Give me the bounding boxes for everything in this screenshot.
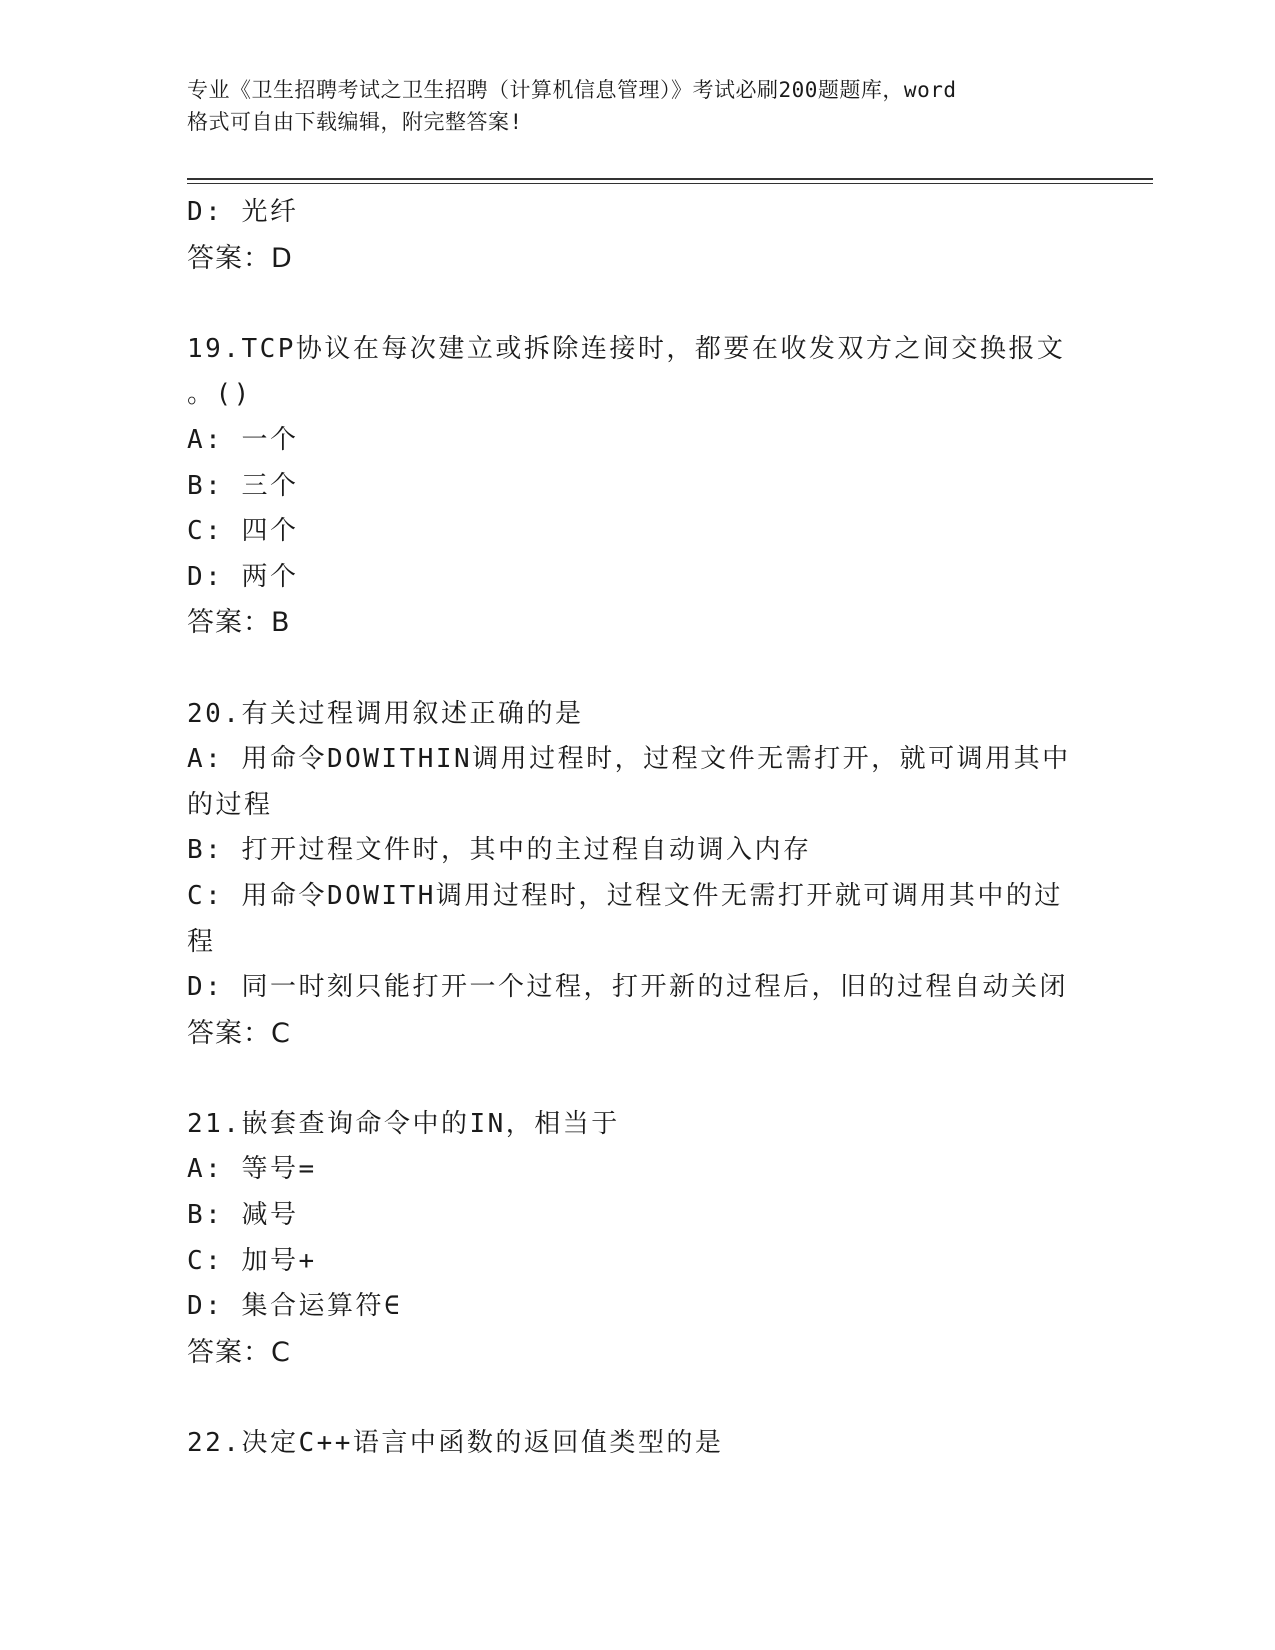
option-a: A: 等号= [187, 1154, 317, 1185]
question-stem: 20.有关过程调用叙述正确的是 [187, 698, 584, 729]
option-d: D: 集合运算符∈ [187, 1291, 403, 1322]
previous-question-tail [187, 190, 1087, 281]
question-stem: 22.决定C++语言中函数的返回值类型的是 [187, 1428, 724, 1459]
option-d: D: 两个 [187, 561, 299, 592]
option-b: B: 打开过程文件时，其中的主过程自动调入内存 [187, 835, 812, 866]
option-d: D: 同一时刻只能打开一个过程，打开新的过程后，旧的过程自动关闭 [187, 972, 1068, 1003]
question-21 [187, 1102, 1087, 1376]
spacer [187, 1056, 1087, 1102]
question-20 [187, 692, 1087, 1057]
option-a: A: 一个 [187, 424, 299, 455]
question-22 [187, 1421, 1087, 1467]
spacer [187, 1375, 1087, 1421]
answer-line: 答案：D [187, 242, 293, 274]
spacer [187, 281, 1087, 327]
option-a: A: 用命令DOWITHIN调用过程时，过程文件无需打开，就可调用其中 [187, 744, 1071, 775]
header-line-2: 格式可自由下载编辑，附完整答案! [187, 110, 523, 134]
document-header [187, 74, 1087, 138]
option-d: D: 光纤 [187, 197, 299, 227]
option-a-continued: 的过程 [187, 789, 273, 820]
question-19 [187, 327, 1087, 646]
header-divider-thick [187, 178, 1153, 180]
option-b: B: 三个 [187, 470, 299, 501]
answer-line: 答案：B [187, 607, 291, 639]
question-stem-continued: 。() [187, 379, 252, 410]
question-list [187, 190, 1087, 1467]
question-stem: 19.TCP协议在每次建立或拆除连接时，都要在收发双方之间交换报文 [187, 333, 1066, 364]
header-divider-thin [187, 183, 1153, 184]
header-line-1: 专业《卫生招聘考试之卫生招聘（计算机信息管理）》考试必刷200题题库，word [187, 78, 957, 102]
option-c: C: 用命令DOWITH调用过程时，过程文件无需打开就可调用其中的过 [187, 880, 1063, 911]
option-c-continued: 程 [187, 926, 216, 957]
option-b: B: 减号 [187, 1200, 299, 1231]
option-c: C: 四个 [187, 516, 299, 547]
spacer [187, 646, 1087, 692]
question-stem: 21.嵌套查询命令中的IN，相当于 [187, 1108, 620, 1139]
answer-line: 答案：C [187, 1336, 291, 1368]
option-c: C: 加号+ [187, 1245, 317, 1276]
answer-line: 答案：C [187, 1017, 291, 1049]
